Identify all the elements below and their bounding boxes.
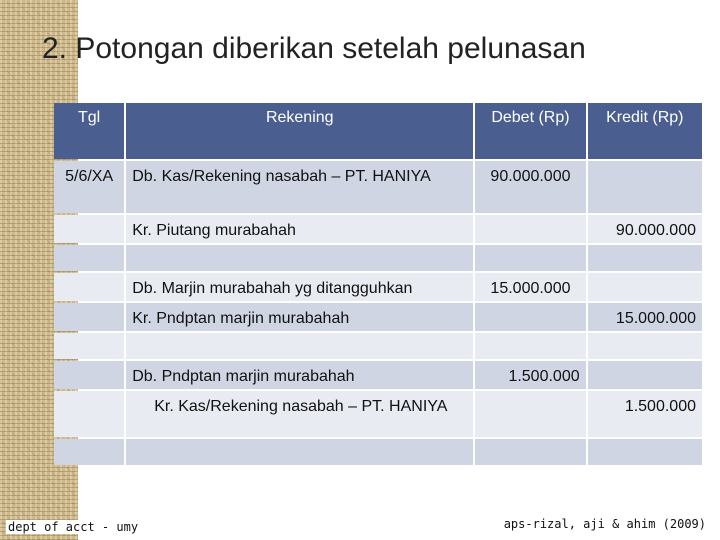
cell-rekening-text: Kr. Kas/Rekening nasabah – PT. HANIYA [154,398,448,415]
cell-debet [475,439,585,465]
table-row [54,439,702,465]
table-row [54,391,702,437]
cell-kredit [588,273,702,301]
table-row [54,333,702,359]
cell-kredit: 1.500.000 [588,391,702,437]
table-row [54,361,702,389]
cell-debet [475,333,585,359]
cell-rekening: Db. Marjin murabahah yg ditangguhkan [126,273,473,301]
cell-rekening [126,391,473,437]
cell-kredit [588,439,702,465]
cell-tgl [54,303,124,331]
cell-tgl: 5/6/XA [54,161,124,213]
table-row [54,245,702,271]
cell-kredit: 15.000.000 [588,303,702,331]
cell-tgl [54,391,124,437]
cell-rekening [126,439,473,465]
cell-rekening [126,245,473,271]
header-tgl: Tgl [54,103,124,159]
cell-kredit [588,245,702,271]
cell-kredit [588,161,702,213]
cell-tgl [54,333,124,359]
table-row [54,273,702,301]
footer-department: dept of acct - umy [8,520,139,534]
cell-tgl [54,439,124,465]
cell-rekening: Db. Pndptan marjin murabahah [126,361,473,389]
cell-tgl [54,361,124,389]
slide-title: 2. Potongan diberikan setelah pelunasan [42,32,586,65]
cell-rekening: Db. Kas/Rekening nasabah – PT. HANIYA [126,161,473,213]
table-row [54,303,702,331]
cell-rekening: Kr. Piutang murabahah [126,215,473,243]
table-row [54,161,702,213]
journal-table [52,101,704,467]
cell-kredit: 90.000.000 [588,215,702,243]
cell-rekening: Kr. Pndptan marjin murabahah [126,303,473,331]
cell-debet [475,303,585,331]
cell-debet: 1.500.000 [475,361,585,389]
table-row [54,215,702,243]
cell-tgl [54,245,124,271]
cell-tgl [54,273,124,301]
cell-debet: 15.000.000 [475,273,585,301]
cell-debet [475,215,585,243]
cell-tgl [54,215,124,243]
header-kredit: Kredit (Rp) [588,103,702,159]
cell-debet [475,391,585,437]
cell-debet [475,245,585,271]
cell-kredit [588,333,702,359]
footer-credit: aps-rizal, aji & ahim (2009) [503,517,706,531]
header-rekening: Rekening [126,103,473,159]
cell-debet: 90.000.000 [475,161,585,213]
cell-kredit [588,361,702,389]
cell-rekening [126,333,473,359]
table-header-row [54,103,702,159]
header-debet: Debet (Rp) [475,103,585,159]
